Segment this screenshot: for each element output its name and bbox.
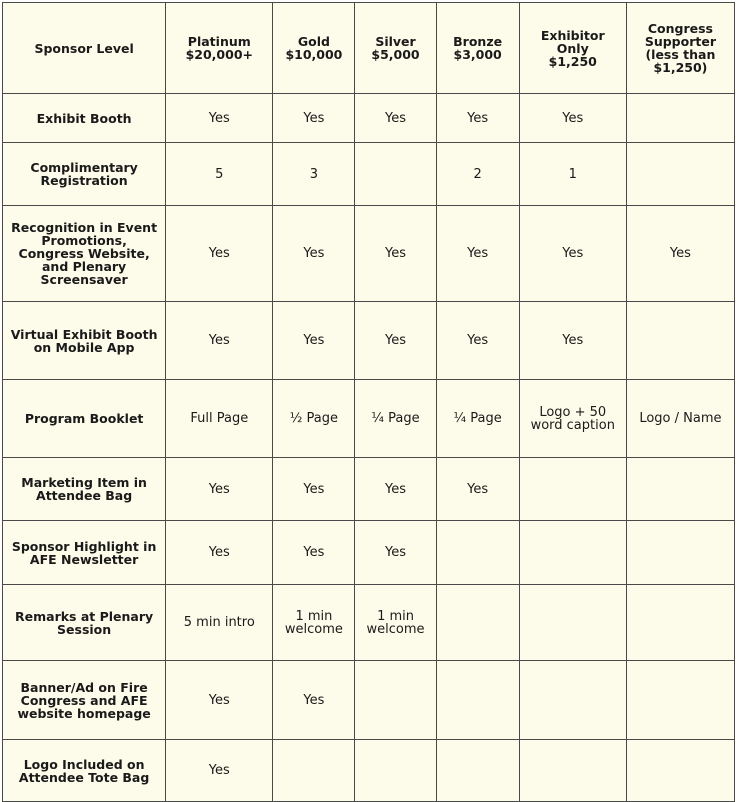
benefit-cell: 2 xyxy=(436,143,519,206)
table-row xyxy=(3,380,735,458)
benefit-cell: Yes xyxy=(355,94,436,143)
level-name: Platinum xyxy=(187,34,251,49)
level-price: $1,250 xyxy=(548,53,597,69)
table-row xyxy=(3,740,735,802)
level-price: $3,000 xyxy=(453,47,502,62)
benefit-cell xyxy=(626,661,734,740)
benefit-cell: Logo + 50 word caption xyxy=(519,380,626,458)
level-price: $20,000+ xyxy=(185,47,253,62)
benefit-label: Virtual Exhibit Booth on Mobile App xyxy=(3,302,166,380)
benefit-label: Remarks at Plenary Session xyxy=(3,585,166,661)
level-name: Silver xyxy=(375,34,416,49)
benefit-cell xyxy=(436,521,519,585)
benefit-cell xyxy=(626,94,734,143)
benefit-cell: Yes xyxy=(166,521,273,585)
benefit-cell xyxy=(355,143,436,206)
benefit-cell: Yes xyxy=(519,206,626,302)
benefit-cell xyxy=(626,740,734,802)
benefit-cell xyxy=(436,585,519,661)
table-row xyxy=(3,94,735,143)
benefit-cell: 1 min welcome xyxy=(273,585,355,661)
benefit-label: Marketing Item in Attendee Bag xyxy=(3,458,166,521)
benefit-cell: Yes xyxy=(273,458,355,521)
header-row xyxy=(3,3,735,94)
benefit-cell: Yes xyxy=(436,206,519,302)
table-row xyxy=(3,458,735,521)
level-name: Gold xyxy=(297,34,330,49)
level-price: $10,000 xyxy=(285,47,343,62)
benefit-cell: Yes xyxy=(166,740,273,802)
benefit-cell: Yes xyxy=(166,206,273,302)
benefit-cell: Yes xyxy=(355,521,436,585)
benefit-cell: Yes xyxy=(273,94,355,143)
benefit-cell: Yes xyxy=(626,206,734,302)
benefit-cell: Yes xyxy=(436,458,519,521)
level-name: Exhibitor Only xyxy=(540,27,605,56)
level-header xyxy=(166,3,273,94)
level-header xyxy=(519,3,626,94)
benefit-cell: 5 xyxy=(166,143,273,206)
benefit-cell: Yes xyxy=(436,94,519,143)
benefit-cell: Yes xyxy=(166,302,273,380)
level-header xyxy=(355,3,436,94)
benefit-cell: Yes xyxy=(166,661,273,740)
level-header xyxy=(436,3,519,94)
benefit-cell xyxy=(626,143,734,206)
benefit-cell: 1 min welcome xyxy=(355,585,436,661)
benefit-label: Program Booklet xyxy=(3,380,166,458)
level-price: $5,000 xyxy=(371,47,420,62)
table-row xyxy=(3,661,735,740)
corner-header: Sponsor Level xyxy=(3,3,166,94)
benefit-cell xyxy=(273,740,355,802)
level-price: (less than $1,250) xyxy=(645,47,716,75)
benefit-cell: Yes xyxy=(166,94,273,143)
benefit-cell: Yes xyxy=(519,302,626,380)
table-row xyxy=(3,521,735,585)
level-header xyxy=(626,3,734,94)
benefit-cell: Yes xyxy=(519,94,626,143)
benefit-cell: Logo / Name xyxy=(626,380,734,458)
table-row xyxy=(3,143,735,206)
benefit-label: Complimentary Registration xyxy=(3,143,166,206)
benefit-label: Logo Included on Attendee Tote Bag xyxy=(3,740,166,802)
benefit-cell xyxy=(626,585,734,661)
table-row xyxy=(3,585,735,661)
benefit-cell: 3 xyxy=(273,143,355,206)
benefit-cell: ¼ Page xyxy=(355,380,436,458)
sponsor-level-table xyxy=(2,2,735,802)
benefit-cell: Yes xyxy=(355,458,436,521)
benefit-cell xyxy=(626,521,734,585)
benefit-cell xyxy=(519,585,626,661)
benefit-label: Banner/Ad on Fire Congress and AFE website homepage xyxy=(3,661,166,740)
benefit-cell: Yes xyxy=(273,521,355,585)
level-name: Bronze xyxy=(453,34,503,49)
benefit-cell: ¼ Page xyxy=(436,380,519,458)
benefit-cell: Yes xyxy=(355,206,436,302)
benefit-cell xyxy=(355,661,436,740)
benefit-cell xyxy=(519,740,626,802)
benefit-cell: Yes xyxy=(273,302,355,380)
benefit-cell xyxy=(355,740,436,802)
benefit-cell xyxy=(519,661,626,740)
benefit-cell xyxy=(519,458,626,521)
benefit-cell xyxy=(626,302,734,380)
benefit-cell xyxy=(626,458,734,521)
level-name: Congress Supporter xyxy=(644,21,716,49)
benefit-label: Exhibit Booth xyxy=(3,94,166,143)
benefit-label: Recognition in Event Promotions, Congress Website, and Plenary Screensaver xyxy=(3,206,166,302)
benefit-label: Sponsor Highlight in AFE Newsletter xyxy=(3,521,166,585)
benefit-cell xyxy=(436,740,519,802)
level-header xyxy=(273,3,355,94)
benefit-cell: 5 min intro xyxy=(166,585,273,661)
benefit-cell: Yes xyxy=(273,206,355,302)
benefit-cell: 1 xyxy=(519,143,626,206)
benefit-cell: Yes xyxy=(436,302,519,380)
table-row xyxy=(3,302,735,380)
table-row xyxy=(3,206,735,302)
benefit-cell: ½ Page xyxy=(273,380,355,458)
benefit-cell: Yes xyxy=(166,458,273,521)
benefit-cell: Full Page xyxy=(166,380,273,458)
benefit-cell: Yes xyxy=(273,661,355,740)
benefit-cell xyxy=(519,521,626,585)
benefit-cell: Yes xyxy=(355,302,436,380)
benefit-cell xyxy=(436,661,519,740)
